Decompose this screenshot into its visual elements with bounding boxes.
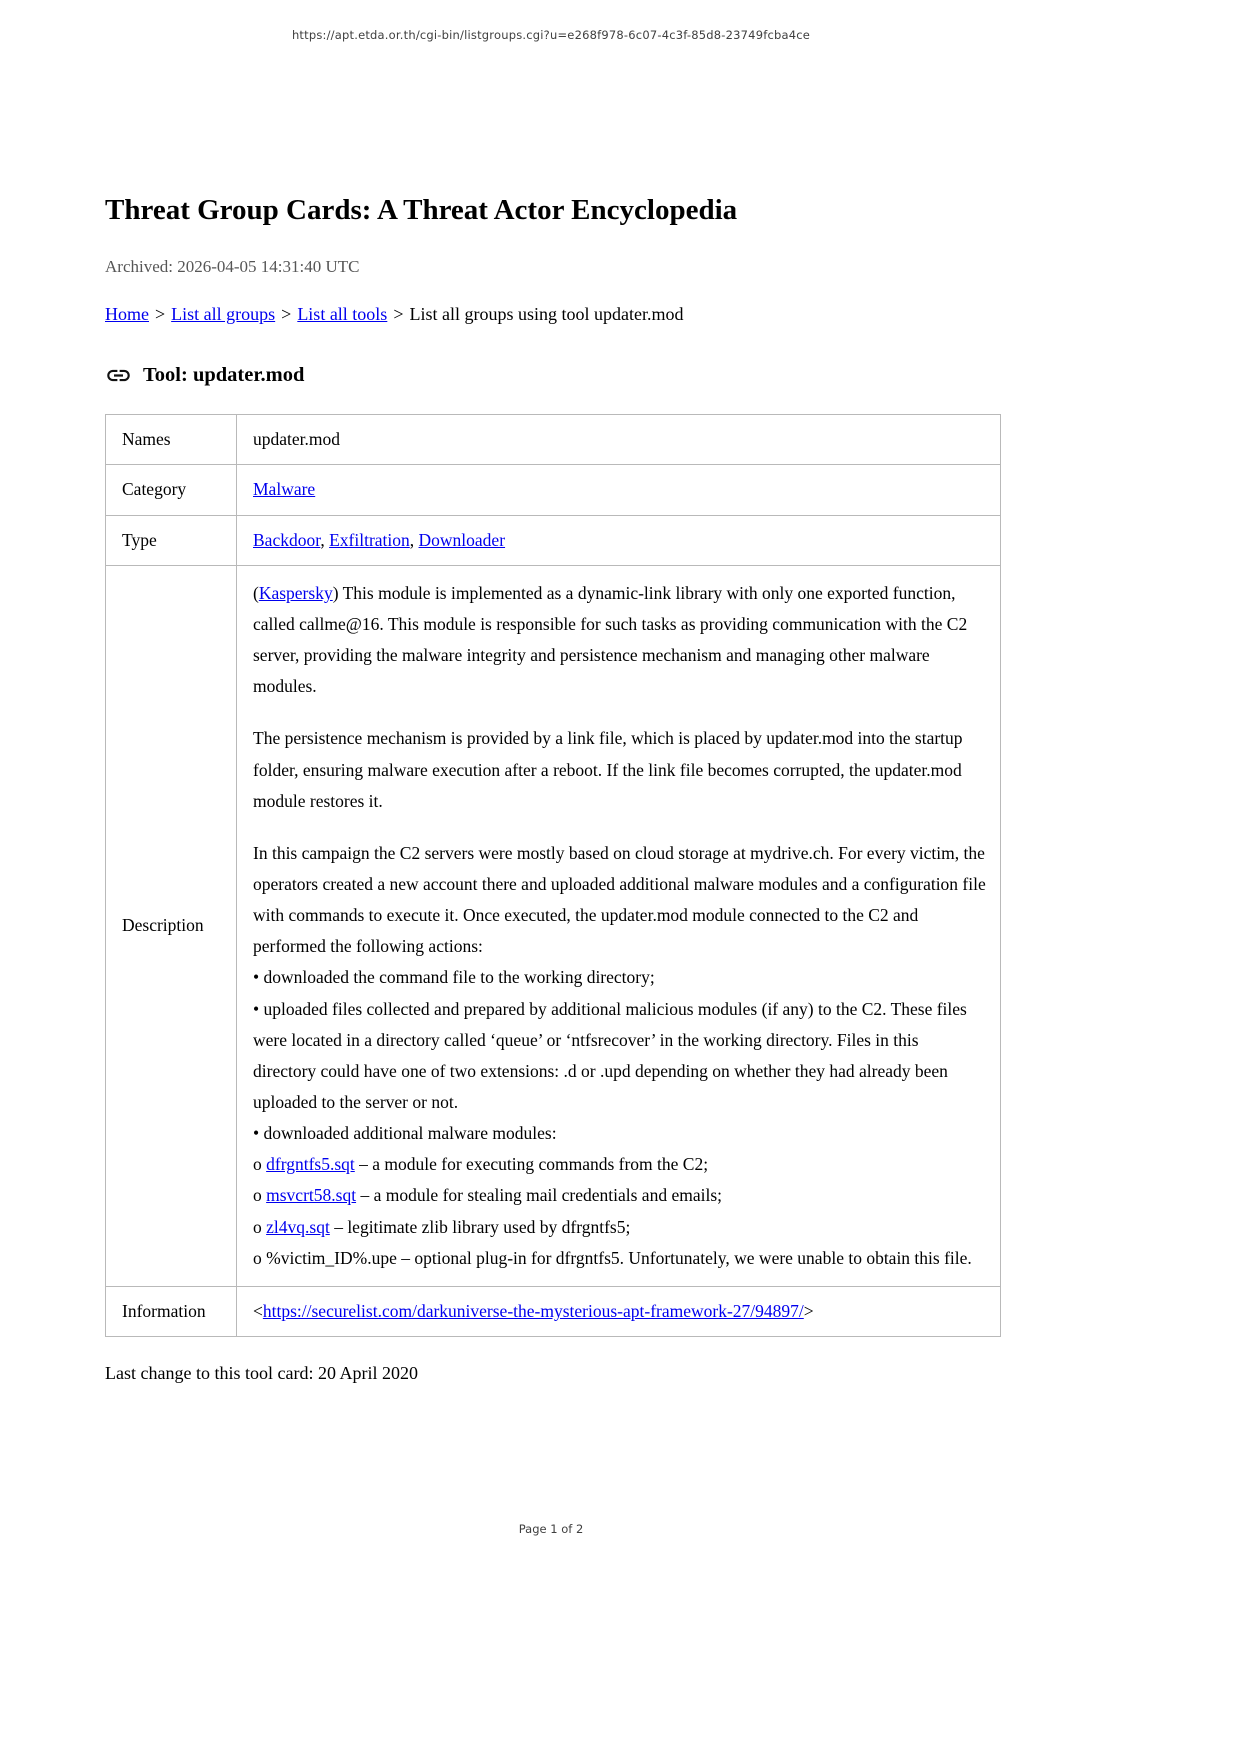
type-backdoor-link[interactable]: Backdoor — [253, 529, 321, 550]
module-bullet: o — [253, 1216, 267, 1237]
description-bullet-2: • uploaded files collected and prepared by additional malicious modules (if any) to the C2. These files were located in a directory called ‘queue’ or ‘ntfsrecover’ in the working directory. Files in this directory could have one of two extensions: .d or .upd depending on whether they had already been uploaded to the server or not. — [253, 998, 967, 1113]
kaspersky-link[interactable]: Kaspersky — [258, 582, 333, 603]
description-bullet-1: • downloaded the command file to the working directory; — [253, 967, 655, 988]
breadcrumb-list-all-groups-link[interactable]: List all groups — [171, 303, 276, 324]
table-row-information — [106, 1286, 1001, 1336]
page-content — [105, 0, 1001, 1384]
module-line-msvcrt58 — [253, 1180, 986, 1211]
table-row-type — [106, 515, 1001, 565]
type-separator: , — [320, 529, 330, 550]
category-malware-link[interactable]: Malware — [253, 479, 316, 500]
type-exfiltration-link[interactable]: Exfiltration — [329, 529, 410, 550]
archived-timestamp: Archived: 2026-04-05 14:31:40 UTC — [105, 256, 360, 276]
breadcrumb-list-all-tools-link[interactable]: List all tools — [297, 303, 388, 324]
table-row-description — [106, 565, 1001, 1286]
zl4vq-link[interactable]: zl4vq.sqt — [266, 1216, 330, 1237]
description-intro: In this campaign the C2 servers were mostly based on cloud storage at mydrive.ch. For every victim, the operators created a new account there and uploaded additional malware modules and a configuration file with commands to execute it. Once executed, the updater.mod module connected to the C2 and performed the following actions: — [253, 842, 986, 957]
msvcrt58-link[interactable]: msvcrt58.sqt — [266, 1185, 357, 1206]
module-line-dfrgntfs5 — [253, 1149, 986, 1180]
print-header-url: https://apt.etda.or.th/cgi-bin/listgroups.cgi?u=e268f978-6c07-4c3f-85d8-23749fcba4ce — [291, 28, 811, 42]
description-text: ) This module is implemented as a dynamic-link library with only one exported function, called callme@16. This module is responsible for such tasks as providing communication with the C2 server, providing the malware integrity and persistence mechanism and managing other malware modules. — [253, 582, 968, 697]
angle-bracket-close: > — [803, 1300, 814, 1321]
type-separator: , — [409, 529, 419, 550]
category-value — [237, 465, 1001, 515]
tool-heading — [105, 362, 1001, 389]
module-bullet: o — [253, 1185, 267, 1206]
type-value — [237, 515, 1001, 565]
link-icon — [105, 362, 132, 389]
description-value — [237, 565, 1001, 1286]
page-number: Page 1 of 2 — [518, 1522, 584, 1536]
information-value — [237, 1286, 1001, 1336]
module-text: – a module for executing commands from the C2; — [354, 1154, 709, 1175]
description-paragraph-3 — [253, 838, 986, 1274]
breadcrumb-separator: > — [155, 303, 166, 324]
type-downloader-link[interactable]: Downloader — [418, 529, 506, 550]
names-value: updater.mod — [237, 414, 1001, 464]
tool-heading-text: Tool: updater.mod — [143, 363, 305, 386]
module-text: – legitimate zlib library used by dfrgntfs5; — [329, 1216, 631, 1237]
module-line-victim-id — [253, 1243, 986, 1274]
table-row-category — [106, 465, 1001, 515]
securelist-link[interactable]: https://securelist.com/darkuniverse-the-mysterious-apt-framework-27/94897/ — [262, 1300, 804, 1321]
angle-bracket-open: < — [253, 1300, 263, 1321]
row-label-category: Category — [106, 465, 237, 515]
breadcrumb-current: List all groups using tool updater.mod — [409, 303, 684, 324]
description-text: ( — [253, 582, 259, 603]
module-line-zl4vq — [253, 1212, 986, 1243]
breadcrumb — [105, 304, 1001, 325]
row-label-information: Information — [106, 1286, 237, 1336]
last-change-note: Last change to this tool card: 20 April 2020 — [105, 1363, 418, 1384]
dfrgntfs5-link[interactable]: dfrgntfs5.sqt — [266, 1154, 355, 1175]
row-label-type: Type — [106, 515, 237, 565]
breadcrumb-home-link[interactable]: Home — [105, 303, 149, 324]
breadcrumb-separator: > — [281, 303, 292, 324]
description-paragraph-2: The persistence mechanism is provided by a link file, which is placed by updater.mod into the startup folder, ensuring malware execution after a reboot. If the link file becomes corrupted, the updater.mod module restores it. — [253, 728, 963, 811]
module-text: %victim_ID%.upe – optional plug-in for dfrgntfs5. Unfortunately, we were unable to obtain this file. — [266, 1247, 972, 1268]
module-text: – a module for stealing mail credentials and emails; — [356, 1185, 722, 1206]
tool-card-table — [105, 414, 1001, 1337]
row-label-description: Description — [106, 565, 237, 1286]
module-bullet: o — [253, 1247, 267, 1268]
row-label-names: Names — [106, 414, 237, 464]
module-bullet: o — [253, 1154, 267, 1175]
description-paragraph-1 — [253, 578, 986, 703]
breadcrumb-separator: > — [393, 303, 404, 324]
description-bullet-3: • downloaded additional malware modules: — [253, 1123, 557, 1144]
table-row-names — [106, 414, 1001, 464]
page-title: Threat Group Cards: A Threat Actor Encyclopedia — [105, 194, 738, 226]
